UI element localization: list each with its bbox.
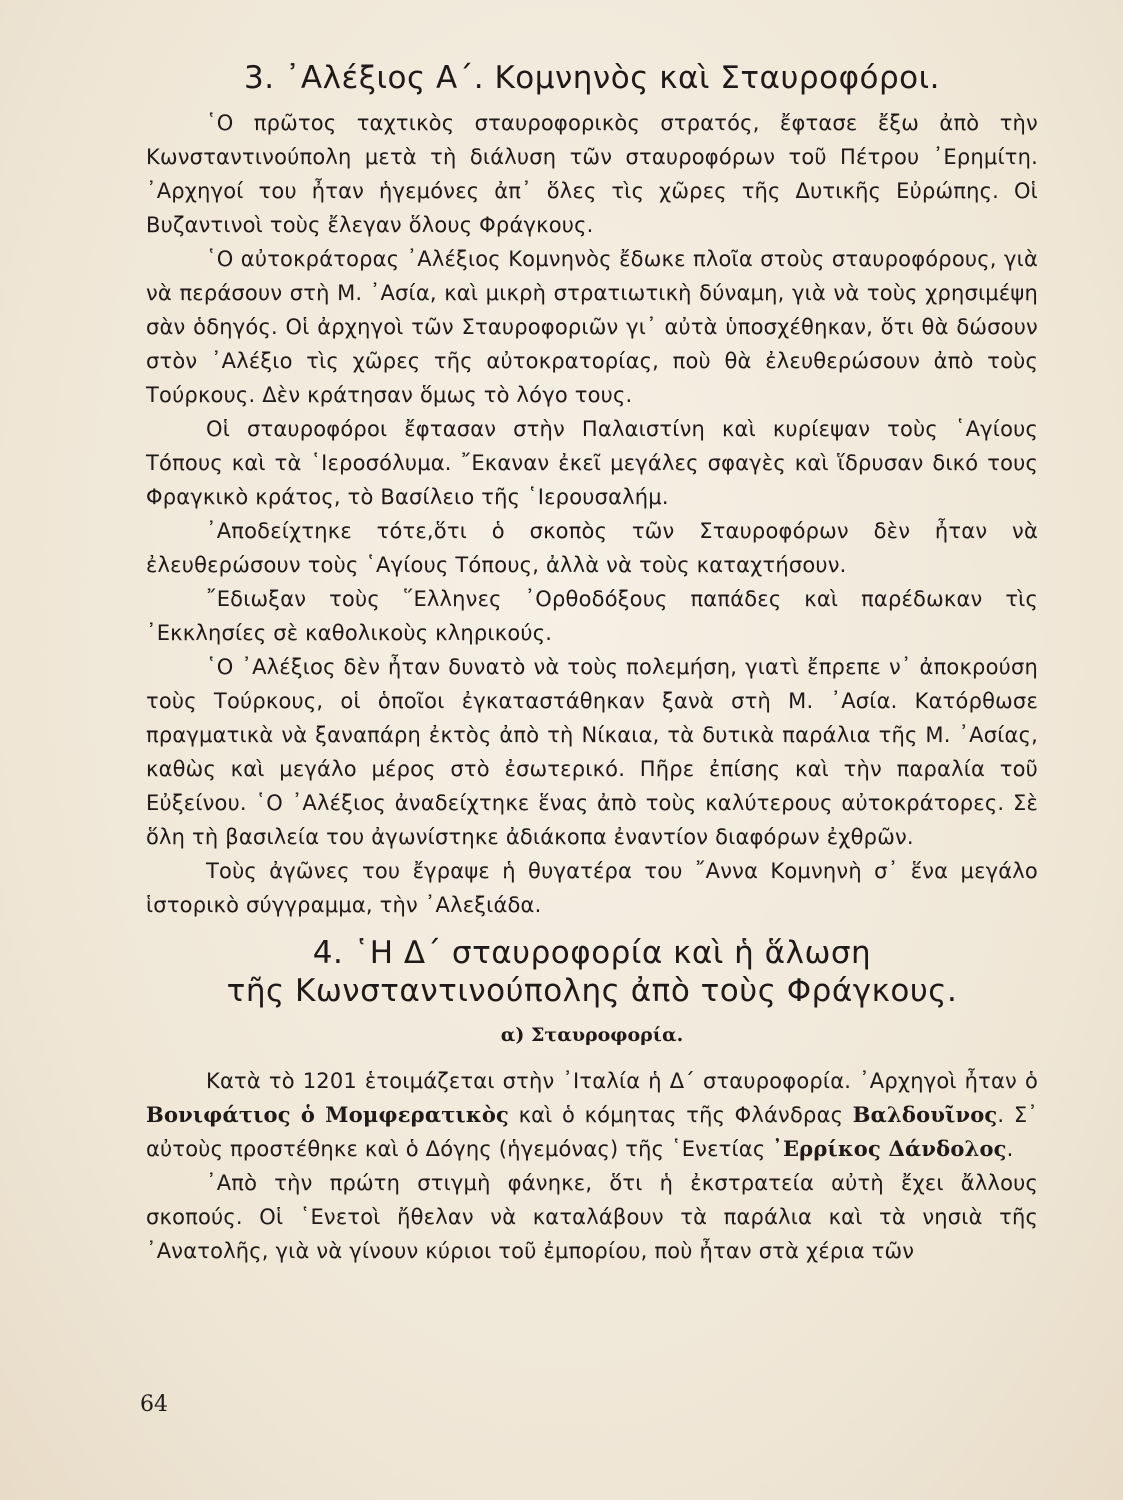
section-4-title-line-2: τῆς Κωνσταντινούπολης ἀπὸ τοὺς Φράγκους. — [226, 973, 958, 1009]
paragraph: Τοὺς ἀγῶνες του ἔγραψε ἡ θυγατέρα του ῎Αννα Κομνηνὴ σ᾽ ἕνα μεγάλο ἱστορικὸ σύγγραμμα, τὴν ᾽Αλεξιάδα. — [146, 859, 1038, 917]
paragraph: ῎Εδιωξαν τοὺς ῞Ελληνες ᾽Ορθοδόξους παπάδες καὶ παρέδωκαν τὶς ᾽Εκκλησίες σὲ καθολικοὺς κληρικούς. — [146, 587, 1038, 645]
section-3-title: 3. ᾽Αλέξιος Α΄. Κομνηνὸς καὶ Σταυροφόροι. — [244, 60, 940, 96]
bold-name: Βονιφάτιος ὁ Μομφερατικὸς — [146, 1102, 510, 1127]
paragraph: Οἱ σταυροφόροι ἔφτασαν στὴν Παλαιστίνη καὶ κυρίεψαν τοὺς ῾Αγίους Τόπους καὶ τὰ ῾Ιεροσόλυμα. ῎Εκαναν ἐκεῖ μεγάλες σφαγὲς καὶ ἵδρυσαν δικό τους Φραγκικὸ κράτος, τὸ Βασίλειο τῆς ῾Ιερουσαλήμ. — [146, 417, 1038, 509]
paragraph: ῾Ο αὐτοκράτορας ᾽Αλέξιος Κομνηνὸς ἔδωκε πλοῖα στοὺς σταυροφόρους, γιὰ νὰ περάσουν στὴ Μ. ᾽Ασία, καὶ μικρὴ στρατιωτικὴ δύναμη, γιὰ νὰ τοὺς χρησιμέψη σὰν ὁδηγός. Οἱ ἀρχηγοὶ τῶν Σταυροφοριῶν γι᾽ αὐτὰ ὑποσχέθηκαν, ὅτι θὰ δώσουν στὸν ᾽Αλέξιο τὶς χῶρες τῆς αὐτοκρατορίας, ποὺ θὰ ἐλευθερώσουν ἀπὸ τοὺς Τούρκους. Δὲν κράτησαν ὅμως τὸ λόγο τους. — [146, 247, 1038, 407]
text-run: καὶ ὁ κόμητας τῆς Φλάνδρας — [509, 1103, 853, 1127]
page-content — [146, 56, 1038, 1268]
bold-name: ᾽Ερρίκος Δάνδολος — [772, 1136, 1007, 1161]
bold-name: Βαλδουῖνος — [852, 1102, 998, 1127]
text-run: . Σ᾽ αὐτοὺς προστέθηκε καὶ ὁ Δόγης (ἡγεμόνας) τῆς ῾Ενετίας — [146, 1103, 1038, 1161]
paragraph: ᾽Απὸ τὴν πρώτη στιγμὴ φάνηκε, ὅτι ἡ ἐκστρατεία αὐτὴ ἔχει ἄλλους σκοπούς. Οἱ ῾Ενετοὶ ἤθελαν νὰ καταλάβουν τὰ παράλια καὶ τὰ νησιὰ τῆς ᾽Ανατολῆς, γιὰ νὰ γίνουν κύριοι τοῦ ἐμπορίου, ποὺ ἦταν στὰ χέρια τῶν — [146, 1171, 1038, 1263]
paragraph: ῾Ο ᾽Αλέξιος δὲν ἦταν δυνατὸ νὰ τοὺς πολεμήση, γιατὶ ἔπρεπε ν᾽ ἀποκρούση τοὺς Τούρκους, οἱ ὁποῖοι ἐγκαταστάθηκαν ξανὰ στὴ Μ. ᾽Ασία. Κατόρθωσε πραγματικὰ νὰ ξαναπάρη ἐκτὸς ἀπὸ τὴ Νίκαια, τὰ δυτικὰ παράλια τῆς Μ. ᾽Ασίας, καθὼς καὶ μεγάλο μέρος στὸ ἐσωτερικό. Πῆρε ἐπίσης καὶ τὴν παραλία τοῦ Εὐξείνου. ῾Ο ᾽Αλέξιος ἀναδείχτηκε ἕνας ἀπὸ τοὺς καλύτερους αὐτοκράτορες. Σὲ ὅλη τὴ βασιλεία του ἀγωνίστηκε ἀδιάκοπα ἐναντίον διαφόρων ἐχθρῶν. — [146, 655, 1038, 849]
text-run: . — [1006, 1137, 1014, 1161]
paragraph: ῾Ο πρῶτος ταχτικὸς σταυροφορικὸς στρατός, ἔφτασε ἔξω ἀπὸ τὴν Κωνσταντινούπολη μετὰ τὴ διάλυση τῶν σταυροφόρων τοῦ Πέτρου ᾽Ερημίτη. ᾽Αρχηγοί του ἦταν ἡγεμόνες ἀπ᾽ ὅλες τὶς χῶρες τῆς Δυτικῆς Εὐρώπης. Οἱ Βυζαντινοὶ τοὺς ἔλεγαν ὅλους Φράγκους. — [146, 111, 1038, 237]
paragraph — [146, 1064, 1038, 1166]
page-number: 64 — [140, 1392, 168, 1417]
section-4-title — [146, 934, 1038, 1010]
paragraph: ᾽Αποδείχτηκε τότε,ὅτι ὁ σκοπὸς τῶν Σταυροφόρων δὲν ἦταν νὰ ἐλευθερώσουν τοὺς ῾Αγίους Τόπους, ἀλλὰ νὰ τοὺς καταχτήσουν. — [146, 519, 1038, 577]
text-run: Κατὰ τὸ 1201 ἑτοιμάζεται στὴν ᾽Ιταλία ἡ Δ΄ σταυροφορία. ᾽Αρχηγοὶ ἦταν ὁ — [206, 1069, 1038, 1093]
section-4-title-line-1: 4. ῾Η Δ΄ σταυροφορία καὶ ἡ ἅλωση — [312, 935, 872, 971]
subheading: α) Σταυροφορία. — [500, 1024, 684, 1046]
